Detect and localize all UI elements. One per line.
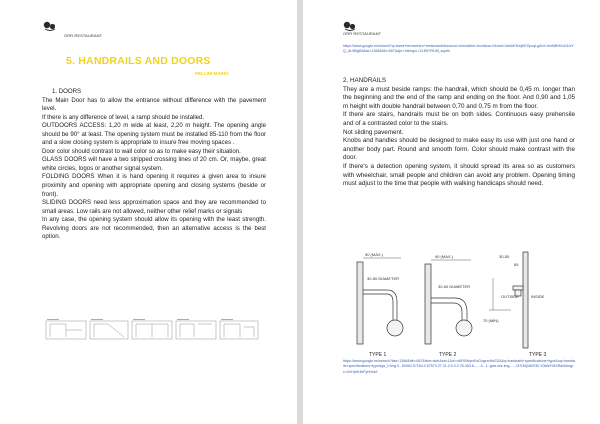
door-types-figure	[44, 318, 260, 342]
handrails-section	[343, 77, 575, 189]
paragraph: Not sliding pavement.	[343, 128, 404, 136]
paragraph: OUTDOORS ACCESS: 1,20 m wide at least, 2,20 m height. The opening angle should be 90° at least. The opening system must be installed 85-110 from the floor and a slow closing system is appropriate to insure free moving spaces .	[42, 122, 266, 147]
figure-label-diameter-1: 30-50 DIAMETER	[367, 276, 400, 281]
figure-label-min: 70 (MIN)	[483, 318, 499, 323]
paragraph: Door color should contrast to wall color so as to make easy their situation.	[42, 147, 241, 155]
paragraph: The Main Door has to allow the entrance without difference with the pavement level.	[42, 96, 266, 113]
chapter-title: 5. HANDRAILS AND DOORS	[66, 55, 211, 67]
figure-label-30-50: 30-50	[499, 254, 510, 259]
paragraph: In any case, the opening system should allow its opening with the least strength. Revolving doors are not recommended, then an alternative access is the best option.	[42, 216, 266, 241]
figure-label-max-2: 90 (MAX.)	[435, 254, 454, 259]
figure-label-max-1: 90 (MAX.)	[365, 252, 384, 257]
paragraph: If there are stairs, handrails must be on both sides. Continuous easy prehensile and of a contrasted color to the stairs.	[343, 111, 575, 127]
figure-label-diameter-2: 30-50 DIAMETER	[438, 284, 471, 289]
type-3-label: TYPE 3	[529, 352, 547, 358]
paragraph: FOLDING DOORS When it is hand opening it requires a given area to insure proximity and opening with appropriate opening and closing systems (beside or front).	[42, 173, 266, 198]
paragraph: Knobs and handles should be designed to make easy its use with just one hand or another body part. Round and smooth form. Color should make contrast with the door.	[343, 137, 575, 162]
paragraph: SLIDING DOORS need less approximation space and they are recommended to small areas. Low rails are not allowed, neither other relief marks or signals	[42, 199, 266, 215]
handrail-types-figure	[343, 250, 575, 358]
figure-label-outside: OUTSIDE	[501, 294, 519, 299]
type-2-label: TYPE 2	[439, 352, 457, 358]
paragraph: If there's a detection opening system, it should spread its area so as customers with wheelchair, small people and children can avoid any problem. Opening timing must adjust to the time that people with walking handicaps should need.	[343, 162, 575, 188]
type-1-label: TYPE 1	[369, 352, 387, 358]
author-name: PELLINI MARIO	[195, 71, 229, 76]
paragraph: They are a must beside ramps: the handrail, which should be 0,45 m. longer than the beginning and the end of the ramp and ending on the floor. And 0,90 and 1,05 m height with double handrail between 0,70 and 0,75 m from the floor.	[343, 85, 575, 110]
brand-name: ORR RESTAURANT	[64, 33, 103, 38]
right-page	[303, 0, 600, 424]
figure-label-inside: INSIDE	[531, 294, 545, 299]
source-link-top[interactable]: https://www.google.es/search?q=barra+terracentro+restaurante&source=lnms&tbm=isch&sa=X&ved=0ahUKEwjM07lpzqLgAhX-hmMBHXoDDxYQ_AUIDigB&biw=1366&bih=657&dpr=1#imgrc=X1E6YRUM_sqoM:	[343, 44, 574, 53]
section-heading-doors: 1. DOORS	[52, 88, 82, 95]
brand-name: ORR RESTAURANT	[343, 31, 382, 36]
restaurant-logo-icon	[42, 20, 58, 32]
figure-label-65: 65	[514, 262, 519, 267]
paragraph: GLASS DOORS will have a two stripped crossing lines of 20 cm. Or, maybe, great white circles, logos or another signal system.	[42, 156, 266, 172]
section-heading-handrails: 2. HANDRAILS	[343, 77, 387, 84]
source-link-bottom[interactable]: https://www.google.es/search?biw=1366&bih=657&tbm=isch&sa=1&ei=o6Fl0WyrvEsGxgsrvHuEDA&q=handrails+specifications+type&oq=handrails+specifications+type&gs_l=img.3...50002.57164.0.57573.27.21.0.0.0.0.76.453.6.......0...1..gws-wiz-img.......0i7i30j0i8i7i30.X0ktWY8XRa0#imgrc=XnHpKI4bPyhHsM:	[343, 359, 575, 374]
paragraph: If there is any difference of level, a ramp should be installed.	[42, 113, 205, 121]
left-page	[0, 0, 297, 424]
doors-section	[42, 88, 266, 242]
